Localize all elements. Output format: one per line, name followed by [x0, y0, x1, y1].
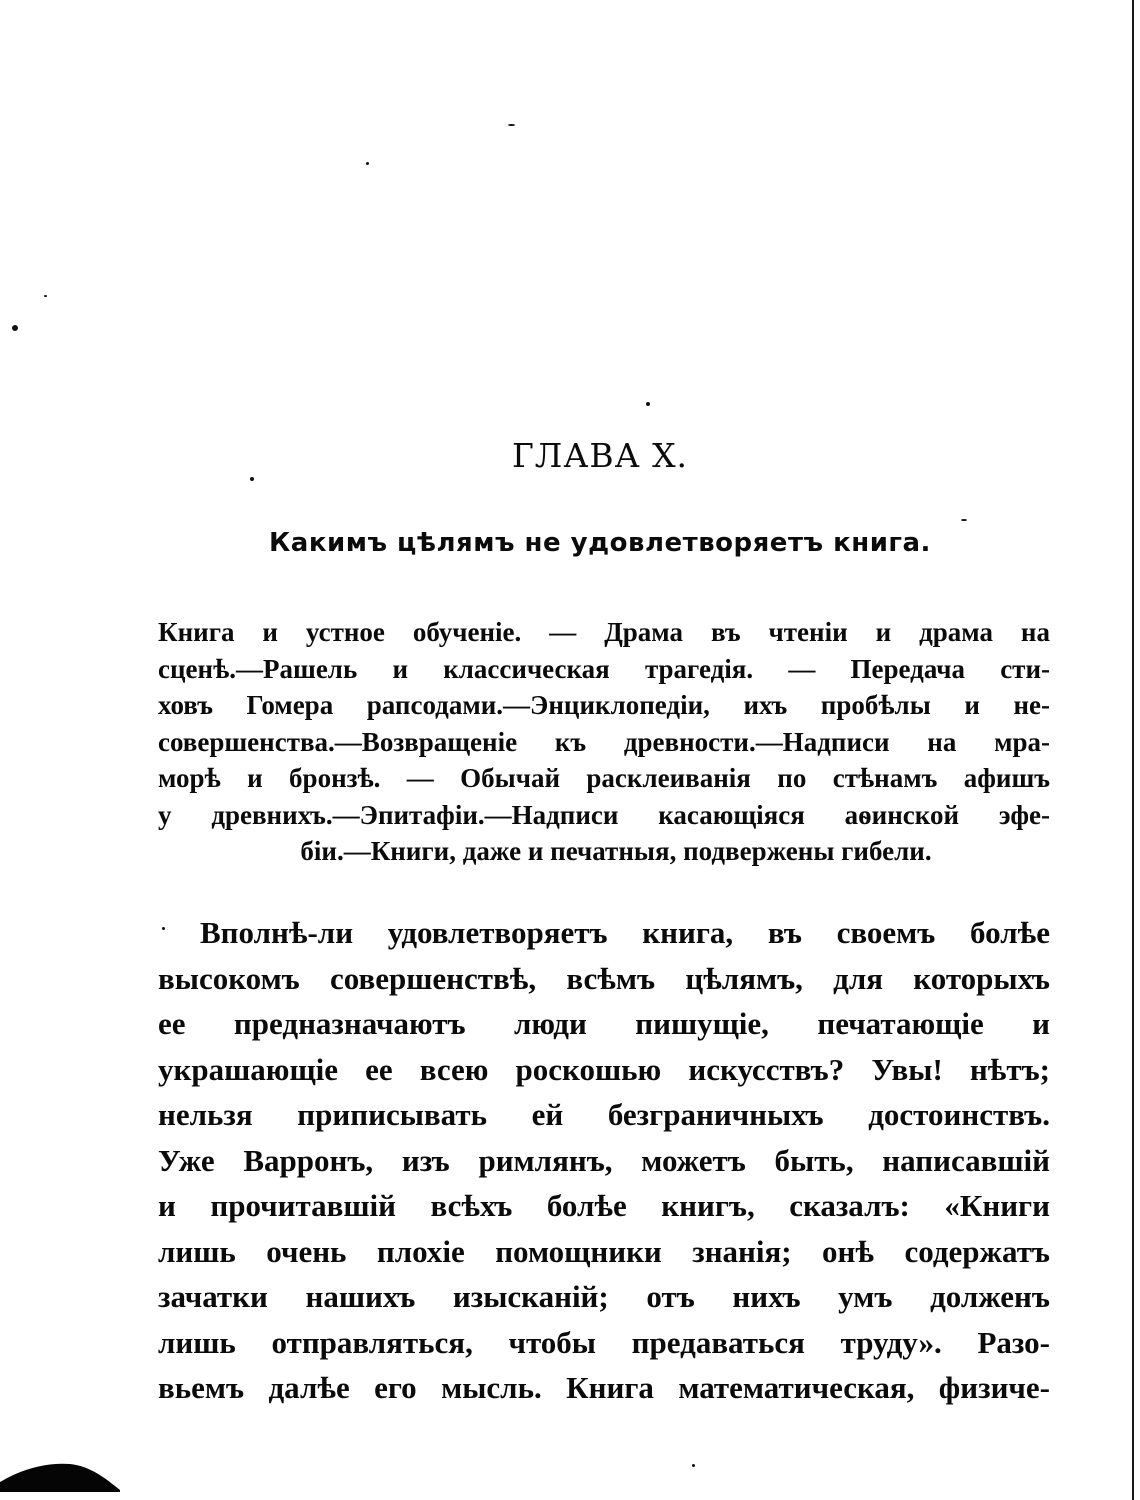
summary-line: у древнихъ.—Эпитафіи.—Надписи касающіяся аѳинской эфе- [158, 799, 1050, 830]
scan-speck [366, 162, 369, 165]
summary-line: біи.—Книги, даже и печатныя, подвержены гибели. [300, 836, 932, 866]
body-line: нельзя приписывать ей безграничныхъ достоинствъ. [158, 1097, 1050, 1132]
summary-line: сценѣ.—Рашель и классическая трагедія. — Передача сти- [158, 653, 1050, 684]
scan-speck [250, 477, 254, 481]
body-line: высокомъ совершенствѣ, всѣмъ цѣлямъ, для которыхъ [158, 960, 1050, 996]
summary-line: ховъ Гомера рапсодами.—Энциклопедіи, ихъ пробѣлы и не- [158, 690, 1050, 720]
summary-line: Книга и устное обученіе. — Драма въ чтеніи и драма на [158, 617, 1050, 647]
scan-speck [44, 295, 47, 297]
chapter-summary [158, 614, 1050, 870]
scan-speck [12, 325, 18, 331]
scan-speck [692, 1464, 695, 1467]
summary-line: морѣ и бронзѣ. — Обычай расклеиванія по стѣнамъ афишъ [158, 763, 1050, 793]
body-line: и прочитавшій всѣхъ болѣе книгъ, сказалъ: «Книги [158, 1188, 1050, 1223]
ink-blot [0, 1460, 120, 1492]
body-line: Уже Варронъ, изъ римлянъ, можетъ быть, написавшій [158, 1142, 1050, 1178]
body-line: вьемъ далѣе его мысль. Книга математическая, физиче- [158, 1370, 1050, 1405]
body-line: лишь отправляться, чтобы предаваться труду». Разо- [158, 1324, 1050, 1360]
page-edge-line [1132, 0, 1134, 1500]
scan-speck [508, 124, 515, 126]
body-line: Вполнѣ-ли удовлетворяетъ книга, въ своемъ болѣе [200, 915, 1050, 950]
body-line: ее предназначаютъ люди пишущіе, печатающіе и [158, 1006, 1050, 1041]
scan-speck [961, 519, 967, 521]
body-line: лишь очень плохіе помощники знанія; онѣ содержатъ [158, 1233, 1050, 1269]
body-line: украшающіе ее всею роскошью искусствъ? Увы! нѣтъ; [158, 1051, 1050, 1087]
body-paragraph [158, 910, 1050, 1411]
scan-speck [646, 402, 650, 406]
summary-line: совершенства.—Возвращеніе къ древности.—Надписи на мра- [158, 726, 1050, 757]
chapter-title: ГЛАВА X. [511, 436, 689, 475]
body-line: зачатки нашихъ изысканій; отъ нихъ умъ долженъ [158, 1279, 1050, 1314]
chapter-subtitle: Какимъ цѣлямъ не удовлетворяетъ книга. [269, 528, 931, 558]
